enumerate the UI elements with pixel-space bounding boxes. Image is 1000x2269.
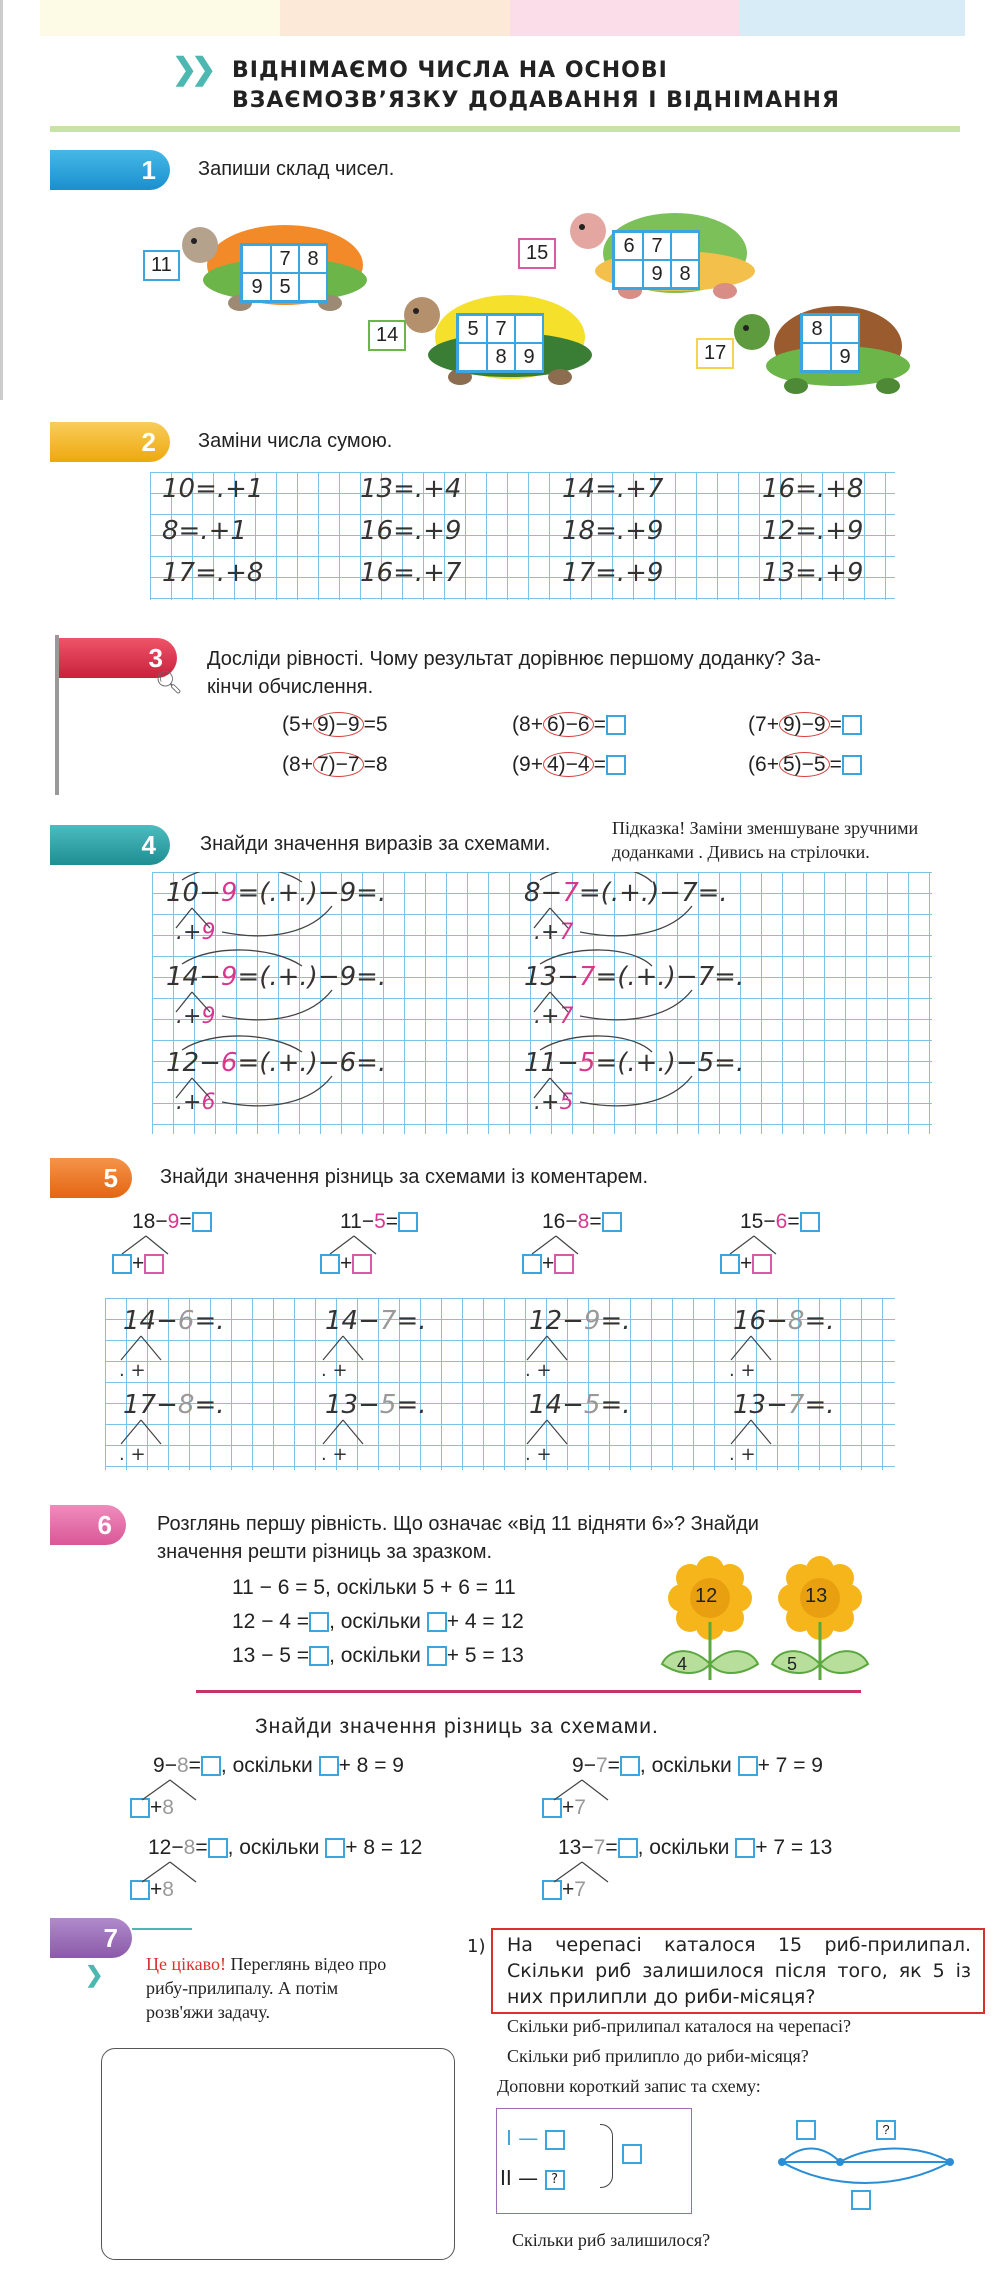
minuend: 14 bbox=[529, 1390, 563, 1420]
minuend: 12 bbox=[529, 1306, 563, 1336]
shell-cell: 7 bbox=[486, 315, 516, 343]
grid-expression: 14=.+7 bbox=[562, 474, 664, 504]
task-line bbox=[132, 1928, 192, 1930]
video-placeholder[interactable] bbox=[101, 2048, 455, 2260]
grid-expression: 10=.+1 bbox=[162, 474, 264, 504]
shell-cell: 8 bbox=[802, 315, 832, 343]
task-number-badge bbox=[50, 150, 170, 190]
eq-num: 6 bbox=[577, 713, 590, 736]
eq-part: , оскільки bbox=[329, 1644, 421, 1667]
left-edge bbox=[0, 0, 3, 400]
interesting-note bbox=[146, 1952, 406, 2024]
subtrahend-repeat: 5 bbox=[697, 1048, 715, 1078]
shell-cell bbox=[802, 343, 832, 371]
answer-box[interactable] bbox=[545, 2170, 565, 2190]
grid-expression: 14−9=(.+.)−9=. bbox=[166, 962, 387, 992]
answer-box[interactable] bbox=[319, 1756, 339, 1776]
hint-text bbox=[612, 816, 918, 864]
eq-num: 7 bbox=[755, 713, 767, 736]
shell-cell: 8 bbox=[670, 260, 700, 288]
equation: (5+ 9)−9 =5 bbox=[282, 713, 388, 736]
scheme-addend: 7 bbox=[574, 1878, 586, 1901]
expr-middle: =(.+.)− bbox=[595, 962, 698, 992]
scheme-addend: 8 bbox=[162, 1878, 174, 1901]
grid-expression: 11−5=(.+.)−5=. bbox=[524, 1048, 745, 1078]
task-number-badge bbox=[50, 422, 170, 462]
scheme-bottom: +8 bbox=[130, 1878, 174, 1902]
grid-expression: 16=.+7 bbox=[360, 558, 462, 588]
subtrahend: 5 bbox=[379, 1390, 397, 1420]
divider bbox=[196, 1690, 861, 1693]
scheme-bottom: .+5 bbox=[534, 1090, 574, 1115]
shell-grid bbox=[800, 313, 860, 373]
minuend: 15 bbox=[740, 1210, 764, 1233]
equation: (6+ 5)−5 = bbox=[748, 753, 862, 777]
turtle-number: 11 bbox=[143, 250, 180, 281]
eq-part: + 8 = 9 bbox=[338, 1754, 404, 1777]
scheme-bottom: .+9 bbox=[176, 920, 216, 945]
minuend: 8 bbox=[524, 878, 541, 908]
grid-content bbox=[105, 1298, 895, 1470]
grid-expression: 8−7=(.+.)−7=. bbox=[524, 878, 728, 908]
minuend: 18 bbox=[132, 1210, 156, 1233]
scheme-bottom: .+9 bbox=[176, 1004, 216, 1029]
subtrahend: 7 bbox=[593, 1836, 606, 1859]
scheme-top: 9−7= , оскільки + 7 = 9 bbox=[572, 1754, 823, 1777]
svg-text:. +: . + bbox=[119, 1444, 146, 1465]
grid-expression: 16=.+8 bbox=[762, 474, 864, 504]
task-instruction: Запиши склад чисел. bbox=[198, 158, 395, 180]
scheme-bottom: +7 bbox=[542, 1878, 586, 1902]
grid-expression: 12−6=(.+.)−6=. bbox=[166, 1048, 387, 1078]
grid-expression: 17−8=. bbox=[123, 1390, 225, 1420]
scheme-bottom: .+7 bbox=[534, 1004, 574, 1029]
watch-text: Переглянь відео про рибу-прилипалу. А потім розв'яжи задачу. bbox=[146, 1954, 387, 2022]
eq-num: 5 bbox=[813, 753, 826, 776]
scheme-bottom: + bbox=[320, 1252, 372, 1276]
subtrahend: 5 bbox=[374, 1210, 386, 1233]
minuend: 14 bbox=[123, 1306, 157, 1336]
expr-tail: =. bbox=[714, 962, 745, 992]
minuend: 16 bbox=[733, 1306, 767, 1336]
grid-expression: 16=.+9 bbox=[360, 516, 462, 546]
shell-cell: 9 bbox=[642, 260, 672, 288]
subtrahend-repeat: 7 bbox=[697, 962, 715, 992]
scheme-bottom: +7 bbox=[542, 1796, 586, 1820]
eq-num: 9 bbox=[813, 713, 826, 736]
grid-expression: 13−5=. bbox=[325, 1390, 427, 1420]
task-number-badge bbox=[50, 1505, 126, 1545]
shell-cell bbox=[830, 315, 860, 343]
equation: (9+ 4)−4 = bbox=[512, 753, 626, 777]
scheme-addend: 9 bbox=[201, 1004, 216, 1029]
question-mark: ? bbox=[882, 2122, 890, 2137]
shell-grid bbox=[456, 313, 544, 373]
shell-cell: 8 bbox=[486, 343, 516, 371]
grid-expression: 12=.+9 bbox=[762, 516, 864, 546]
minuend: 10 bbox=[166, 878, 200, 908]
magnifier-icon: 🔍︎ bbox=[155, 670, 183, 695]
chevron-right-icon[interactable]: ❯ bbox=[85, 1962, 104, 1987]
task-number-badge bbox=[50, 1918, 132, 1958]
header-underline bbox=[50, 126, 960, 132]
answer-box[interactable] bbox=[738, 1756, 758, 1776]
answer-box[interactable] bbox=[851, 2190, 871, 2210]
because-word: , оскільки bbox=[220, 1754, 313, 1777]
subtrahend: 8 bbox=[577, 1210, 590, 1233]
eq-num: 4 bbox=[577, 753, 590, 776]
grid-expression: 13−7=. bbox=[733, 1390, 835, 1420]
grid-expression: 18=.+9 bbox=[562, 516, 664, 546]
scheme-bottom: + bbox=[112, 1252, 164, 1276]
grid-expression: 10−9=(.+.)−9=. bbox=[166, 878, 387, 908]
subtrahend: 8 bbox=[183, 1836, 196, 1859]
subtrahend: 9 bbox=[220, 962, 238, 992]
subtrahend: 8 bbox=[787, 1306, 805, 1336]
turtle-number: 17 bbox=[696, 338, 734, 369]
expr-middle: =(.+.)− bbox=[237, 962, 340, 992]
sunflower-icon bbox=[660, 1552, 870, 1682]
minuend: 17 bbox=[123, 1390, 157, 1420]
eq-part: + 8 = 12 bbox=[345, 1836, 423, 1859]
eq-num: 6 bbox=[755, 753, 767, 776]
subtrahend: 7 bbox=[562, 878, 579, 908]
shell-cell bbox=[614, 260, 644, 288]
scheme-addend: 7 bbox=[559, 920, 574, 945]
record-label: І — bbox=[506, 2126, 539, 2150]
task-number: 5 bbox=[103, 1162, 118, 1193]
answer-box[interactable] bbox=[398, 1212, 418, 1232]
question-mark: ? bbox=[551, 2171, 558, 2187]
flower-center-number: 12 bbox=[695, 1585, 718, 1607]
top-strip-1 bbox=[40, 0, 280, 36]
top-strip-4 bbox=[740, 0, 965, 36]
eq-num: 5 bbox=[782, 753, 795, 776]
eq-result: 5 bbox=[375, 713, 388, 736]
record-row bbox=[500, 2166, 565, 2190]
expr-tail: =. bbox=[356, 878, 387, 908]
svg-text:. +: . + bbox=[119, 1360, 146, 1381]
task-number: 3 bbox=[148, 642, 163, 673]
flower-leaf-number: 5 bbox=[787, 1654, 798, 1674]
subtrahend: 6 bbox=[775, 1210, 788, 1233]
question: Скільки риб залишилося? bbox=[512, 2230, 711, 2250]
answer-box[interactable] bbox=[192, 1212, 212, 1232]
svg-text:. +: . + bbox=[729, 1444, 756, 1465]
subtrahend: 7 bbox=[379, 1306, 397, 1336]
svg-text:. +: . + bbox=[525, 1444, 552, 1465]
eq-part: + 5 = 13 bbox=[446, 1644, 524, 1667]
eq-num: 9 bbox=[782, 713, 795, 736]
minuend: 12 bbox=[166, 1048, 200, 1078]
scheme-bottom: +8 bbox=[130, 1796, 174, 1820]
hint-line: Підказка! Заміни зменшуване зручними bbox=[612, 818, 919, 838]
minuend: 13 bbox=[524, 962, 558, 992]
eq-part: , оскільки bbox=[329, 1610, 421, 1633]
record-row bbox=[506, 2126, 565, 2150]
equation bbox=[232, 1610, 524, 1634]
answer-box[interactable] bbox=[201, 1756, 221, 1776]
shell-cell: 5 bbox=[458, 315, 488, 343]
subtrahend-repeat: 6 bbox=[339, 1048, 357, 1078]
task-number-badge bbox=[50, 1158, 132, 1198]
question: Скільки риб-прилипал каталося на черепасі? bbox=[507, 2016, 851, 2036]
grid-expression: 12−9=. bbox=[529, 1306, 631, 1336]
task-instruction-line: Розглянь першу рівність. Що означає «від 11 відняти 6»? Знайди bbox=[157, 1513, 759, 1535]
task-number: 6 bbox=[97, 1509, 112, 1540]
eq-num: 9 bbox=[347, 713, 360, 736]
grid-content bbox=[150, 472, 895, 600]
answer-box[interactable] bbox=[800, 1212, 820, 1232]
grid-expression: 17=.+8 bbox=[162, 558, 264, 588]
shell-cell: 6 bbox=[614, 232, 644, 260]
scheme-lines bbox=[105, 1298, 895, 1470]
answer-box[interactable] bbox=[842, 715, 862, 735]
answer-box[interactable] bbox=[427, 1612, 447, 1632]
shell-cell: 9 bbox=[830, 343, 860, 371]
record-label: ІІ — bbox=[500, 2166, 539, 2190]
shell-cell bbox=[242, 245, 272, 273]
eq-num: 8 bbox=[289, 753, 301, 776]
task-instruction bbox=[207, 645, 927, 701]
equation: (7+ 9)−9 = bbox=[748, 713, 862, 737]
minuend: 13 bbox=[325, 1390, 359, 1420]
shell-grid bbox=[612, 230, 700, 290]
answer-box[interactable] bbox=[876, 2120, 896, 2140]
minuend: 13 bbox=[733, 1390, 767, 1420]
eq-num: 7 bbox=[347, 753, 360, 776]
shell-cell bbox=[458, 343, 488, 371]
answer-box[interactable] bbox=[622, 2144, 642, 2164]
answer-box[interactable] bbox=[427, 1646, 447, 1666]
page-title bbox=[232, 56, 840, 116]
shell-cell: 9 bbox=[514, 343, 544, 371]
scheme-top: 13−7= , оскільки + 7 = 13 bbox=[558, 1836, 833, 1859]
grid-expression: 13−7=(.+.)−7=. bbox=[524, 962, 745, 992]
scheme-bottom: + bbox=[522, 1252, 574, 1276]
equation: (8+ 7)−7 =8 bbox=[282, 753, 388, 776]
subtrahend-repeat: 9 bbox=[339, 962, 357, 992]
scheme-addend: 6 bbox=[201, 1090, 216, 1115]
minuend: 11 bbox=[524, 1048, 558, 1078]
subtrahend: 7 bbox=[595, 1754, 608, 1777]
scheme-addend: 7 bbox=[574, 1796, 586, 1819]
eq-num: 7 bbox=[316, 753, 329, 776]
minuend: 16 bbox=[542, 1210, 566, 1233]
subtrahend: 9 bbox=[220, 878, 238, 908]
scheme-top: 12−8= , оскільки + 8 = 12 bbox=[148, 1836, 423, 1859]
expr-middle: =(.+.)− bbox=[237, 1048, 340, 1078]
subtrahend: 7 bbox=[787, 1390, 805, 1420]
top-strip-3 bbox=[510, 0, 740, 36]
grid-expression: 16−8=. bbox=[733, 1306, 835, 1336]
minuend: 13 bbox=[558, 1836, 582, 1859]
task-instruction-line: Досліди рівності. Чому результат дорівнює першому доданку? За- bbox=[207, 648, 821, 670]
eq-num: 8 bbox=[519, 713, 531, 736]
minuend: 14 bbox=[325, 1306, 359, 1336]
eq-num: 9 bbox=[316, 713, 329, 736]
subtrahend: 7 bbox=[578, 962, 596, 992]
problem-text: На черепасі каталося 15 риб-прилипал. Скільки риб залишилося після того, як 5 із них прилипли до риби-місяця? bbox=[507, 1934, 971, 2008]
answer-box[interactable] bbox=[796, 2120, 816, 2140]
shell-cell: 9 bbox=[242, 273, 272, 301]
equation: (8+ 6)−6 = bbox=[512, 713, 626, 737]
subtrahend: 6 bbox=[177, 1306, 195, 1336]
because-word: , оскільки bbox=[637, 1836, 730, 1859]
turtle-number: 15 bbox=[518, 238, 556, 269]
shell-cell bbox=[670, 232, 700, 260]
shell-grid bbox=[240, 243, 328, 303]
shell-cell: 8 bbox=[298, 245, 328, 273]
subtitle: Знайди значення різниць за схемами. bbox=[255, 1715, 659, 1738]
scheme-top: 9−8= , оскільки + 8 = 9 bbox=[153, 1754, 404, 1777]
answer-box[interactable] bbox=[602, 1212, 622, 1232]
eq-part: + 7 = 9 bbox=[757, 1754, 823, 1777]
minuend: 14 bbox=[166, 962, 200, 992]
eq-num: 4 bbox=[546, 753, 559, 776]
short-record-frame bbox=[496, 2108, 692, 2214]
answer-box[interactable] bbox=[620, 1756, 640, 1776]
scheme-top: 16−8= bbox=[542, 1210, 622, 1234]
item-number: 1) bbox=[467, 1936, 486, 1957]
equation bbox=[232, 1644, 524, 1668]
svg-text:. +: . + bbox=[729, 1360, 756, 1381]
eq-part: 13 − 5 = bbox=[232, 1644, 310, 1667]
eq-num: 9 bbox=[519, 753, 531, 776]
page-title-line1: ВІДНІМАЄМО ЧИСЛА НА ОСНОВІ bbox=[232, 58, 668, 83]
subtrahend: 6 bbox=[220, 1048, 238, 1078]
grid-content bbox=[152, 872, 932, 1134]
answer-box[interactable] bbox=[309, 1612, 329, 1632]
shell-cell bbox=[298, 273, 328, 301]
task-number: 4 bbox=[141, 829, 156, 860]
minuend: 12 bbox=[148, 1836, 172, 1859]
scheme-bottom: .+7 bbox=[534, 920, 574, 945]
grid-expression: 14−7=. bbox=[325, 1306, 427, 1336]
top-strip-2 bbox=[280, 0, 510, 36]
shell-cell: 5 bbox=[270, 273, 300, 301]
expr-middle: =(.+.)− bbox=[578, 878, 682, 908]
answer-box[interactable] bbox=[545, 2130, 565, 2150]
minuend: 11 bbox=[340, 1210, 362, 1233]
scheme-top: 15−6= bbox=[740, 1210, 820, 1234]
task-instruction: Знайди значення виразів за схемами. bbox=[200, 833, 551, 855]
expr-middle: =(.+.)− bbox=[237, 878, 340, 908]
chevron-double-icon: ❯❯ bbox=[172, 53, 211, 86]
svg-text:. +: . + bbox=[321, 1444, 348, 1465]
scheme-top: 11−5= bbox=[340, 1210, 418, 1234]
arrows-overlay bbox=[152, 872, 932, 1134]
grid-expression: 8=.+1 bbox=[162, 516, 247, 546]
eq-num: 6 bbox=[546, 713, 559, 736]
answer-box[interactable] bbox=[606, 715, 626, 735]
subtrahend: 8 bbox=[176, 1754, 189, 1777]
grid-expression: 17=.+9 bbox=[562, 558, 664, 588]
minuend: 9 bbox=[153, 1754, 165, 1777]
scheme-bottom: .+6 bbox=[176, 1090, 216, 1115]
shell-cell: 7 bbox=[642, 232, 672, 260]
eq-result: 8 bbox=[375, 753, 388, 776]
scheme-addend: 9 bbox=[201, 920, 216, 945]
grid-expression: 14−5=. bbox=[529, 1390, 631, 1420]
scheme-lines bbox=[100, 1234, 900, 1258]
grid-expression: 14−6=. bbox=[123, 1306, 225, 1336]
question: Доповни короткий запис та схему: bbox=[497, 2076, 761, 2096]
eq-part: 12 − 4 = bbox=[232, 1610, 310, 1633]
scheme-bottom: + bbox=[720, 1252, 772, 1276]
page-title-line2: ВЗАЄМОЗВ’ЯЗКУ ДОДАВАННЯ І ВІДНІМАННЯ bbox=[232, 88, 840, 113]
grid-expression: 13=.+4 bbox=[360, 474, 462, 504]
subtrahend: 8 bbox=[177, 1390, 195, 1420]
eq-part: + 4 = 12 bbox=[446, 1610, 524, 1633]
scheme-addend: 5 bbox=[559, 1090, 574, 1115]
task-instruction: Знайди значення різниць за схемами із коментарем. bbox=[160, 1166, 649, 1188]
because-word: , оскільки bbox=[227, 1836, 320, 1859]
task-number-badge bbox=[50, 825, 170, 865]
expr-tail: =. bbox=[697, 878, 728, 908]
task-instruction: Заміни числа сумою. bbox=[198, 430, 393, 452]
expr-middle: =(.+.)− bbox=[595, 1048, 698, 1078]
sample-equation: 11 − 6 = 5, оскільки 5 + 6 = 11 bbox=[232, 1576, 516, 1599]
answer-box[interactable] bbox=[842, 755, 862, 775]
eq-num: 5 bbox=[289, 713, 301, 736]
expr-tail: =. bbox=[356, 1048, 387, 1078]
task-number: 7 bbox=[103, 1922, 118, 1953]
turtle-number: 14 bbox=[368, 320, 406, 351]
subtrahend-repeat: 7 bbox=[681, 878, 698, 908]
shell-cell bbox=[514, 315, 544, 343]
shell-cell: 7 bbox=[270, 245, 300, 273]
task-instruction-line: кінчи обчислення. bbox=[207, 676, 374, 698]
task-instruction-line: значення решти різниць за зразком. bbox=[157, 1541, 493, 1563]
expr-tail: =. bbox=[714, 1048, 745, 1078]
expr-tail: =. bbox=[356, 962, 387, 992]
scheme-top: 18−9= bbox=[132, 1210, 212, 1234]
task-number: 1 bbox=[141, 154, 156, 185]
flower-leaf-number: 4 bbox=[677, 1654, 688, 1674]
scheme-lines bbox=[120, 1778, 820, 1888]
answer-box[interactable] bbox=[606, 755, 626, 775]
svg-text:. +: . + bbox=[525, 1360, 552, 1381]
task-number: 2 bbox=[141, 426, 156, 457]
question: Скільки риб прилипло до риби-місяця? bbox=[507, 2046, 809, 2066]
subtrahend: 5 bbox=[583, 1390, 601, 1420]
brace bbox=[600, 2124, 613, 2188]
scheme-addend: 8 bbox=[162, 1796, 174, 1819]
subtrahend: 9 bbox=[583, 1306, 601, 1336]
grid-expression: 13=.+9 bbox=[762, 558, 864, 588]
subtrahend-repeat: 9 bbox=[339, 878, 357, 908]
minuend: 9 bbox=[572, 1754, 584, 1777]
flower-center-number: 13 bbox=[805, 1585, 828, 1607]
eq-part: + 7 = 13 bbox=[755, 1836, 833, 1859]
subtrahend: 5 bbox=[578, 1048, 596, 1078]
because-word: , оскільки bbox=[639, 1754, 732, 1777]
scheme-addend: 7 bbox=[559, 1004, 574, 1029]
svg-text:. +: . + bbox=[321, 1360, 348, 1381]
subtrahend: 9 bbox=[167, 1210, 180, 1233]
interesting-label: Це цікаво! bbox=[146, 1954, 226, 1974]
answer-box[interactable] bbox=[309, 1646, 329, 1666]
hint-line: доданками . Дивись на стрілочки. bbox=[612, 842, 870, 862]
